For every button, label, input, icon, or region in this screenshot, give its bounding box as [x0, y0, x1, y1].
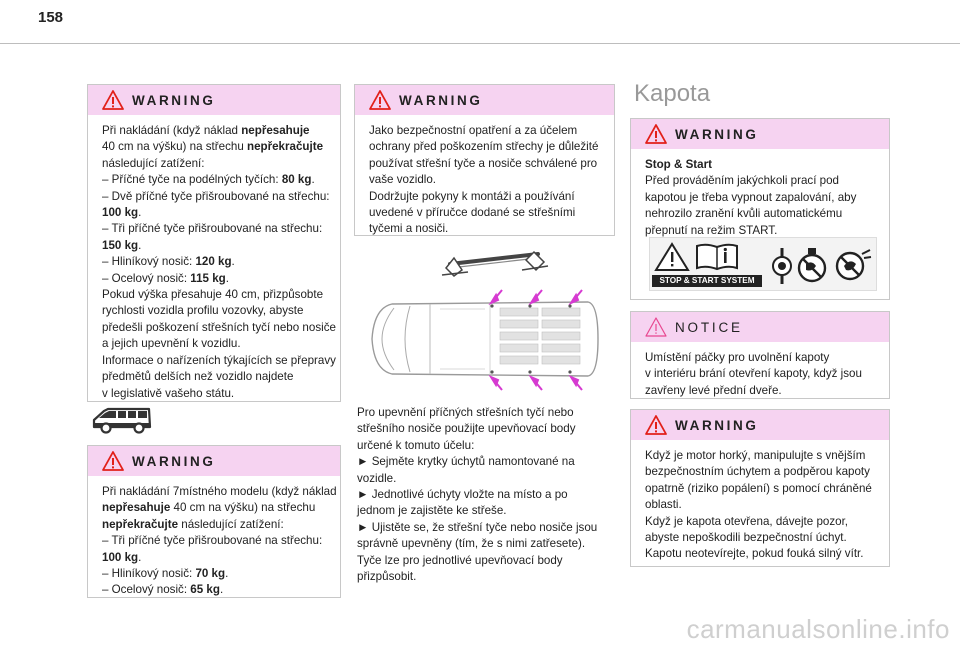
text-line: – Tři příčné tyče přišroubované na střechu: [102, 534, 323, 548]
text-line: Jako bezpečnostní opatření a za účelem [369, 124, 578, 137]
text-line: Informace o nařízeních týkajících se přepravy [102, 353, 336, 367]
text-line: ► Jednotlivé úchyty vložte na místo a po [357, 488, 568, 502]
roof-bar-icon [440, 248, 550, 284]
notice-title: NOTICE [675, 319, 743, 335]
warning-text [355, 115, 614, 238]
no-hand-fan-icon [834, 248, 872, 282]
warning-title: WARNING [675, 417, 759, 433]
no-hand-belt-icon [772, 244, 832, 286]
text-line: Dodržujte pokyny k montáži a používání [369, 189, 575, 203]
text-line: správně upevněny (tím, že s nimi zatřesete). [357, 537, 586, 551]
text-line: vaše vozidlo. [369, 173, 437, 187]
text-line: – Tři příčné tyče přišroubované na střechu: [102, 222, 323, 236]
warning-header [88, 85, 340, 115]
text-line: přizpůsobit. [357, 570, 417, 584]
warning-triangle-icon [102, 451, 124, 471]
text-line: Umístění páčky pro uvolnění kapoty [645, 351, 830, 364]
text-line: předmětů delších než vozidlo najdete [102, 370, 294, 384]
text-line: nepřesahuje 40 cm na výšku) na střechu [102, 501, 316, 515]
text-line: přepnutí na režim START. [645, 223, 778, 237]
warning-box-roof-load [87, 84, 341, 402]
text-line: 40 cm na výšku) na střechu nepřekračujte [102, 140, 324, 154]
warning-box-7-seat [87, 445, 341, 598]
text-line: Pokud výška přesahuje 40 cm, přizpůsobte [102, 288, 324, 302]
text-line: – Ocelový nosič: 65 kg. [102, 583, 224, 597]
warning-title: WARNING [132, 92, 216, 108]
text-line: Když je motor horký, manipulujte s vnějším [645, 449, 866, 462]
text-line: – Hliníkový nosič: 70 kg. [102, 567, 229, 581]
warning-box-approved-bars [354, 84, 615, 236]
warning-title: WARNING [399, 92, 483, 108]
text-line: opatrně (riziko popálení) s pomocí chráněné [645, 481, 872, 495]
section-title: Kapota [634, 80, 711, 107]
text-line: nepřekračujte následující zatížení: [102, 517, 284, 531]
text-line: jednom je zajistěte ke střeše. [357, 504, 507, 518]
text-line: následující zatížení: [102, 156, 205, 170]
text-line: Při nakládání (když náklad nepřesahuje [102, 124, 310, 137]
text-line: – Hliníkový nosič: 120 kg. [102, 255, 235, 269]
warning-triangle-icon [654, 242, 690, 272]
warning-header [631, 410, 889, 440]
warning-triangle-icon [102, 90, 124, 110]
warning-text [88, 476, 340, 599]
warning-header [631, 119, 889, 149]
text-line: Před prováděním jakýchkoli prací pod [645, 174, 839, 188]
warning-box-stop-start [630, 118, 890, 300]
text-line: – Příčné tyče na podélných tyčích: 80 kg. [102, 173, 315, 187]
text-line: nehrozilo zranění kvůli automatickému [645, 207, 843, 221]
manual-book-icon [694, 242, 740, 272]
warning-text [631, 149, 889, 239]
text-line: používat střešní tyče a nosiče schválené pro [369, 156, 598, 170]
page-number: 158 [38, 9, 64, 26]
text-line: zavřeny levé přední dveře. [645, 383, 782, 397]
watermark: carmanualsonline.info [686, 614, 950, 644]
text-line: – Ocelový nosič: 115 kg. [102, 271, 229, 285]
text-line: střešního nosiče použijte upevňovací body [357, 422, 576, 436]
notice-header [631, 312, 889, 342]
text-line: 100 kg. [102, 206, 142, 220]
text-line: Pro upevnění příčných střešních tyčí nebo [357, 406, 574, 419]
stop-start-label [649, 237, 877, 291]
text-line: Kapotu neotevírejte, pokud fouká silný vítr. [645, 547, 864, 561]
text-line: předešli poškození střešních tyčí nebo nosiče [102, 320, 336, 334]
text-line: ► Ujistěte se, že střešní tyče nebo nosiče jsou [357, 520, 598, 534]
warning-header [88, 446, 340, 476]
text-line: – Dvě příčné tyče přišroubované na střechu: [102, 189, 330, 203]
text-line: ► Sejměte krytky úchytů namontované na [357, 455, 575, 469]
notice-text [631, 342, 889, 399]
text-line: tyčemi a nosiči. [369, 222, 449, 236]
text-line: a jejich upevnění k vozidlu. [102, 337, 241, 351]
text-line: bezpečnostním úchytem a podpěrou kapoty [645, 465, 870, 479]
text-line: ochrany před poškozením střechy je důležité [369, 140, 599, 154]
warning-title: WARNING [675, 126, 759, 142]
warning-triangle-icon [645, 415, 667, 435]
warning-header [355, 85, 614, 115]
warning-text [88, 115, 340, 402]
notice-box-hood-lever [630, 311, 890, 399]
text-line: Při nakládání 7místného modelu (když náklad [102, 485, 337, 498]
roof-bar-instructions [357, 405, 597, 585]
text-line: Stop & Start [645, 158, 712, 171]
text-line: v legislativě vašeho státu. [102, 386, 235, 400]
text-line: určené k tomuto účelu: [357, 438, 475, 452]
text-line: v interiéru brání otevření kapoty, když jsou [645, 367, 862, 381]
text-line: 100 kg. [102, 550, 142, 564]
warning-triangle-icon [645, 124, 667, 144]
text-line: oblasti. [645, 498, 682, 512]
text-line: Tyče lze pro jednotlivé upevňovací body [357, 553, 563, 567]
warning-title: WARNING [132, 453, 216, 469]
stop-start-label-text: STOP & START SYSTEM [652, 275, 762, 287]
text-line: kapotou je třeba vypnout zapalování, aby [645, 190, 857, 204]
top-rule [0, 43, 960, 44]
van-side-icon [91, 405, 153, 435]
text-line: uvedené v příručce dodané se střešními [369, 206, 576, 220]
text-line: 150 kg. [102, 238, 142, 252]
warning-box-hot-engine [630, 409, 890, 567]
van-top-view-icon [370, 284, 602, 394]
notice-triangle-icon [645, 317, 667, 337]
text-line: abyste nepoškodili bezpečnostní úchyt. [645, 531, 847, 545]
text-line: rychlosti vozidla profilu vozovky, abyste [102, 304, 304, 318]
warning-triangle-icon [369, 90, 391, 110]
text-line: Když je kapota otevřena, dávejte pozor, [645, 514, 849, 528]
text-line: vozidle. [357, 471, 397, 485]
warning-text [631, 440, 889, 563]
